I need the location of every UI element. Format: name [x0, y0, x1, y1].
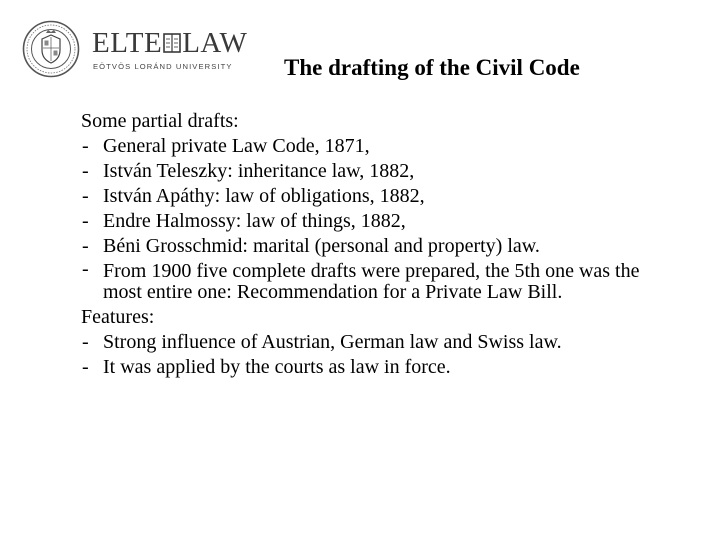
logo-wordmark [92, 28, 247, 58]
list-dash: - [82, 135, 89, 157]
list-item-text: Endre Halmossy: law of things, 1882, [103, 210, 406, 232]
section-heading-drafts: Some partial drafts: [81, 110, 239, 132]
list-item [81, 134, 681, 159]
list-dash: - [82, 210, 89, 232]
list-item [81, 209, 681, 234]
list-item-text: It was applied by the courts as law in force. [103, 356, 451, 378]
list-item-text: From 1900 five complete drafts were prepared, the 5th one was the most entire one: Recommendation for a Private Law Bill. [103, 260, 640, 303]
university-seal-icon [22, 20, 80, 78]
list-item [81, 259, 681, 305]
section-heading-features: Features: [81, 306, 155, 328]
list-dash: - [82, 235, 89, 257]
drafts-list [81, 134, 681, 305]
list-dash: - [82, 356, 89, 378]
list-dash: - [82, 185, 89, 207]
book-icon [163, 32, 181, 54]
list-item [81, 234, 681, 259]
slide-body [81, 109, 681, 380]
list-item [81, 330, 681, 355]
list-item-text: General private Law Code, 1871, [103, 135, 370, 157]
list-dash: - [82, 258, 89, 280]
logo-text-elte: ELTE [92, 27, 163, 59]
list-item-text: Béni Grosschmid: marital (personal and property) law. [103, 235, 540, 257]
logo-subtitle: EÖTVÖS LORÁND UNIVERSITY [93, 62, 233, 71]
list-dash: - [82, 331, 89, 353]
list-item-text: István Apáthy: law of obligations, 1882, [103, 185, 425, 207]
logo-text-law: LAW [182, 27, 248, 59]
features-list [81, 330, 681, 380]
list-item [81, 355, 681, 380]
slide-title: The drafting of the Civil Code [284, 55, 580, 80]
list-item [81, 184, 681, 209]
list-item [81, 159, 681, 184]
list-dash: - [82, 160, 89, 182]
elte-law-logo [22, 20, 248, 80]
list-item-text: István Teleszky: inheritance law, 1882, [103, 160, 415, 182]
list-item-text: Strong influence of Austrian, German law and Swiss law. [103, 331, 562, 353]
